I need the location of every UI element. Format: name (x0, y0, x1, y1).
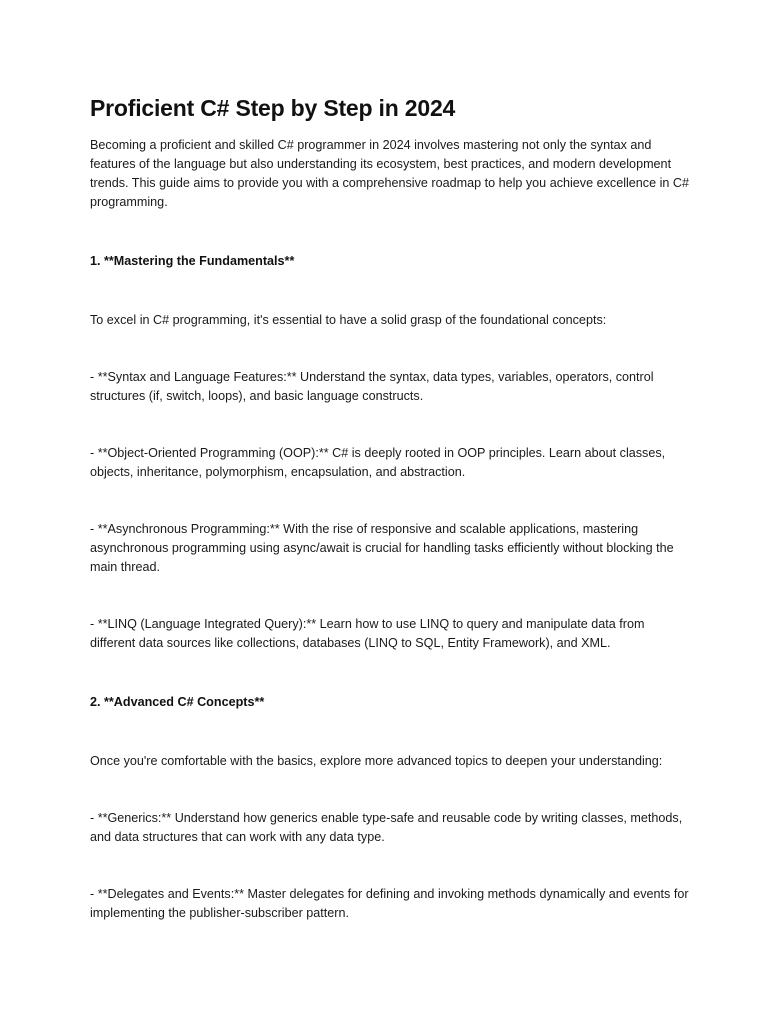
bullet-delegates: - **Delegates and Events:** Master delegates for defining and invoking methods dynamically and events for implementing the publisher-subscriber pattern. (90, 887, 689, 920)
section-advanced (90, 693, 690, 923)
bullet-syntax: - **Syntax and Language Features:** Understand the syntax, data types, variables, operators, control structures (if, switch, loops), and basic language constructs. (90, 370, 654, 403)
section-fundamentals (90, 252, 690, 653)
document-page (90, 92, 690, 961)
intro-paragraph: Becoming a proficient and skilled C# programmer in 2024 involves mastering not only the syntax and features of the language but also understanding its ecosystem, best practices, and modern development trends. This guide aims to provide you with a comprehensive roadmap to help you achieve excellence in C# programming. (90, 138, 690, 209)
bullet-async: - **Asynchronous Programming:** With the rise of responsive and scalable applications, mastering asynchronous programming using async/await is crucial for handling tasks efficiently without blocking the main thread. (90, 522, 674, 574)
bullet-generics: - **Generics:** Understand how generics enable type-safe and reusable code by writing classes, methods, and data structures that can work with any data type. (90, 811, 683, 844)
section-heading: 1. **Mastering the Fundamentals** (90, 254, 295, 268)
section-lead: To excel in C# programming, it's essential to have a solid grasp of the foundational concepts: (90, 313, 607, 327)
document-title: Proficient C# Step by Step in 2024 (90, 95, 456, 121)
bullet-linq: - **LINQ (Language Integrated Query):** Learn how to use LINQ to query and manipulate data from different data sources like collections, databases (LINQ to SQL, Entity Framework), and XML. (90, 617, 645, 650)
section-lead: Once you're comfortable with the basics, explore more advanced topics to deepen your understanding: (90, 754, 663, 768)
bullet-oop: - **Object-Oriented Programming (OOP):** C# is deeply rooted in OOP principles. Learn about classes, objects, inheritance, polymorphism, encapsulation, and abstraction. (90, 446, 666, 479)
section-heading: 2. **Advanced C# Concepts** (90, 695, 265, 709)
